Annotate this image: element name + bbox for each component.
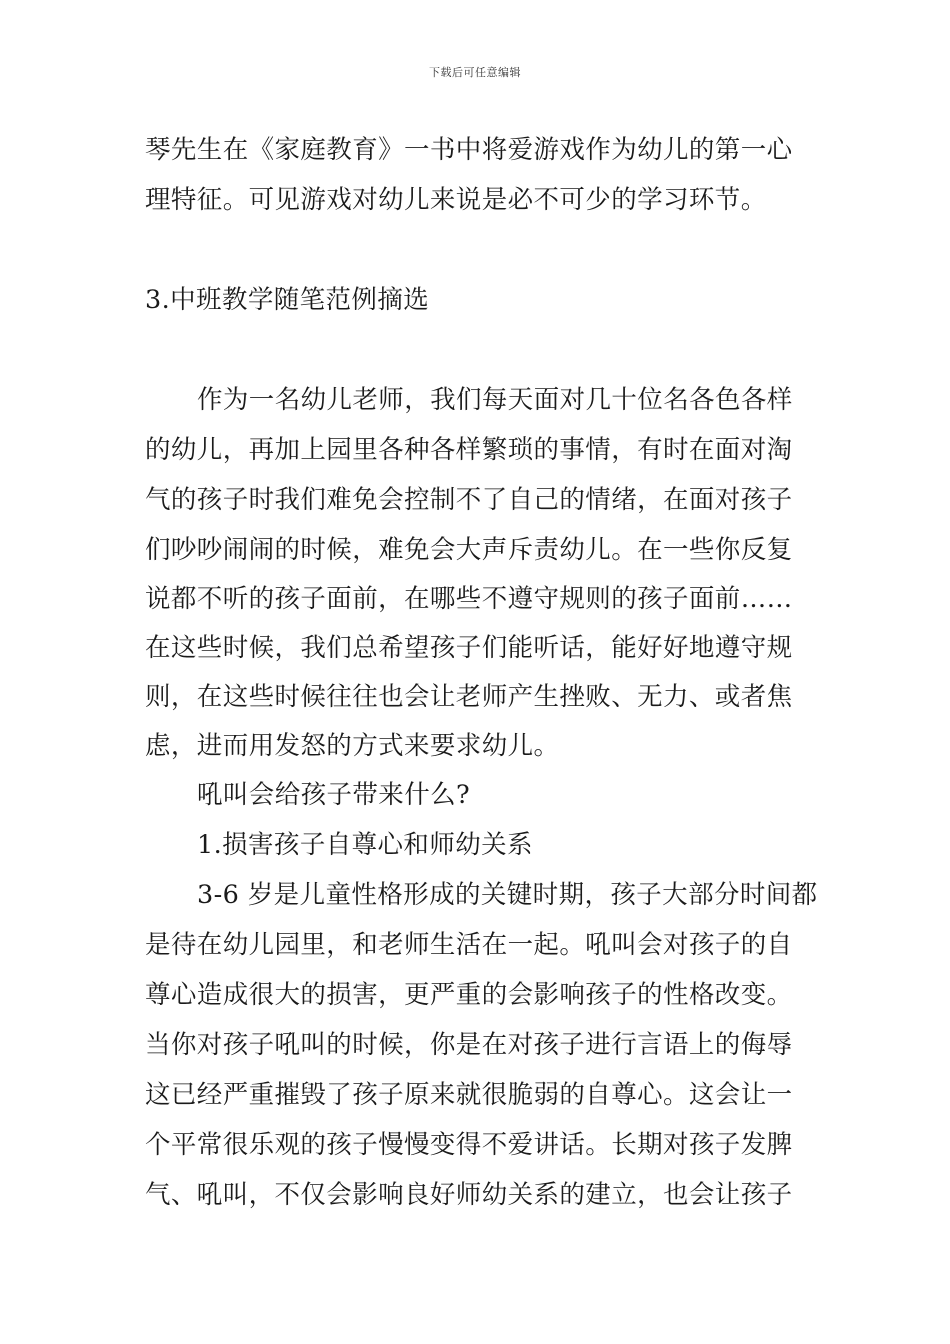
main-paragraph-line-4: 们吵吵闹闹的时候，难免会大声斥责幼儿。在一些你反复: [145, 535, 793, 565]
point1-line-7: 气、吼叫，不仅会影响良好师幼关系的建立，也会让孩子: [145, 1180, 793, 1210]
main-paragraph-line-8: 虑，进而用发怒的方式来要求幼儿。: [145, 731, 560, 761]
point1-line-4: 当你对孩子吼叫的时候，你是在对孩子进行言语上的侮辱: [145, 1030, 793, 1060]
main-paragraph-line-2: 的幼儿，再加上园里各种各样繁琐的事情，有时在面对淘: [145, 435, 793, 465]
intro-line-1: 琴先生在《家庭教育》一书中将爱游戏作为幼儿的第一心: [145, 135, 793, 165]
point1-line-3: 尊心造成很大的损害，更严重的会影响孩子的性格改变。: [145, 980, 793, 1010]
question-line: 吼叫会给孩子带来什么?: [197, 780, 471, 810]
main-paragraph-line-3: 气的孩子时我们难免会控制不了自己的情绪，在面对孩子: [145, 485, 793, 515]
point1-line-2: 是待在幼儿园里，和老师生活在一起。吼叫会对孩子的自: [145, 930, 793, 960]
point1-line-1: 3-6 岁是儿童性格形成的关键时期，孩子大部分时间都: [197, 880, 818, 910]
main-paragraph-line-7: 则，在这些时候往往也会让老师产生挫败、无力、或者焦: [145, 682, 793, 712]
section-heading: 3.中班教学随笔范例摘选: [145, 285, 430, 315]
main-paragraph-line-6: 在这些时候，我们总希望孩子们能听话，能好好地遵守规: [145, 633, 793, 663]
main-paragraph-line-5: 说都不听的孩子面前，在哪些不遵守规则的孩子面前……: [145, 584, 793, 614]
main-paragraph-line-1: 作为一名幼儿老师，我们每天面对几十位名各色各样: [197, 385, 793, 415]
point1-line-5: 这已经严重摧毁了孩子原来就很脆弱的自尊心。这会让一: [145, 1080, 793, 1110]
page-header-watermark: 下载后可任意编辑: [429, 66, 521, 79]
intro-line-2: 理特征。可见游戏对幼儿来说是必不可少的学习环节。: [145, 185, 767, 215]
subheading-1: 1.损害孩子自尊心和师幼关系: [197, 830, 533, 860]
point1-line-6: 个平常很乐观的孩子慢慢变得不爱讲话。长期对孩子发脾: [145, 1130, 793, 1160]
